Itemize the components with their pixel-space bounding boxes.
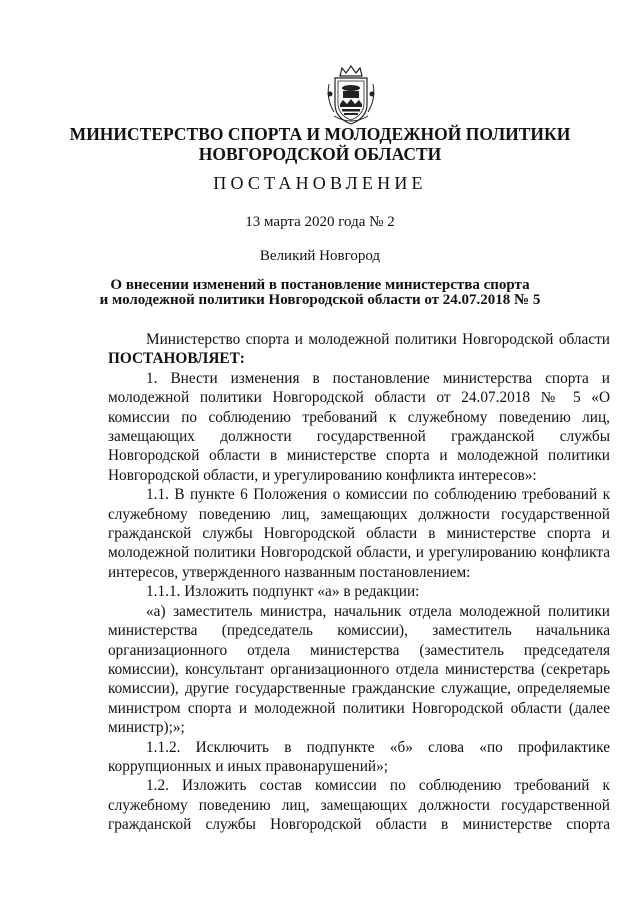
document-title-line-2: и молодежной политики Новгородской области от 24.07.2018 № 5 <box>99 292 541 308</box>
coat-of-arms-icon <box>326 64 376 126</box>
ministry-name <box>0 124 640 164</box>
paragraph-1-2: 1.2. Изложить состав комиссии по соблюдению требований к служебному поведению лиц, замещающих должности государственной гражданской службы Новгородской области в министерстве спорта <box>108 777 610 834</box>
paragraph-intro: Министерство спорта и молодежной политики Новгородской области <box>146 331 610 348</box>
ministry-name-line-1: МИНИСТЕРСТВО СПОРТА И МОЛОДЕЖНОЙ ПОЛИТИКИ <box>69 124 571 144</box>
paragraph-decree: ПОСТАНОВЛЯЕТ: <box>108 350 245 368</box>
document-title <box>0 278 640 308</box>
paragraph-1-1-2: 1.1.2. Исключить в подпункте «б» слова «по профилактике коррупционных и иных правонарушений»; <box>108 738 610 775</box>
paragraph-1-1-1: 1.1.1. Изложить подпункт «а» в редакции: <box>146 583 420 601</box>
document-type: ПОСТАНОВЛЕНИЕ <box>213 173 427 193</box>
document-date: 13 марта 2020 года № 2 <box>245 214 395 230</box>
paragraph-1: 1. Внести изменения в постановление министерства спорта и молодежной политики Новгородской области от 24.07.2018 № 5 «О комиссии по соблюдению требований к служебному поведению лиц, замещающих должности государственной гражданской службы Новгородской области в министерстве спорта и молодежной политики Новгородской области, и урегулированию конфликта интересов»: <box>108 369 610 484</box>
document-title-line-1: О внесении изменений в постановление министерства спорта <box>110 277 530 293</box>
ministry-name-line-2: НОВГОРОДСКОЙ ОБЛАСТИ <box>198 144 442 164</box>
paragraph-1-1: 1.1. В пункте 6 Положения о комиссии по соблюдению требований к служебному поведению лиц, замещающих должности государственной гражданской службы Новгородской области в министерстве спорта и молодежной политики Новгородской области, и урегулированию конфликта интересов, утвержденного названным постановлением: <box>108 486 610 581</box>
document-city: Великий Новгород <box>259 248 381 264</box>
paragraph-a: «а) заместитель министра, начальник отдела молодежной политики министерства (председатель комиссии), заместитель начальника организационного отдела министерства (заместитель председателя комиссии), консультант организационного отдела министерства (секретарь комиссии), другие государственные гражданские служащие, определяемые министром спорта и молодежной политики Новгородской области (далее министр);»; <box>108 602 610 737</box>
document-body <box>108 330 610 835</box>
